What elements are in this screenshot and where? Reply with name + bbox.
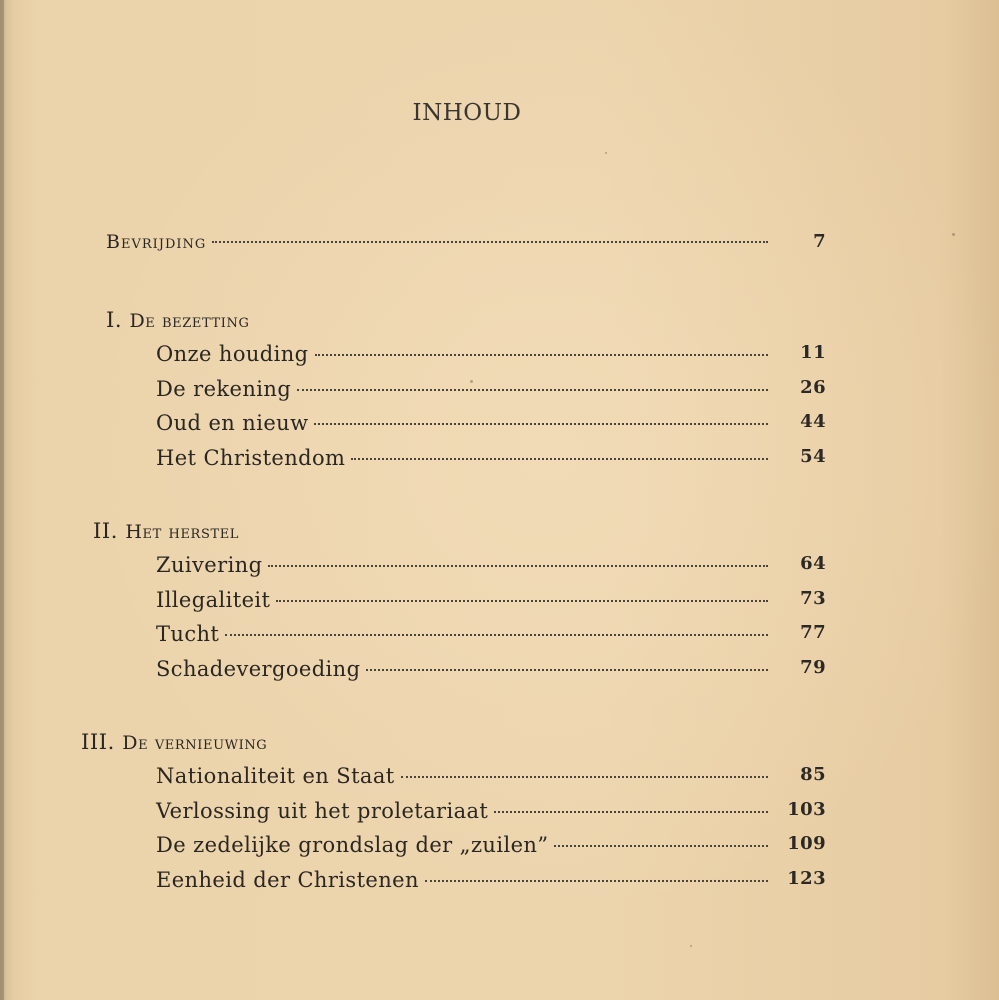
toc-entry-page: 54 <box>800 446 826 467</box>
dot-leader <box>351 458 768 460</box>
toc-entry <box>156 764 826 792</box>
dot-leader <box>225 634 768 636</box>
dot-leader <box>297 389 768 391</box>
page-title: INHOUD <box>412 100 522 126</box>
toc-entry-page: 85 <box>800 764 826 785</box>
section-title: Het herstel <box>125 521 240 543</box>
toc-entry-label: Illegaliteit <box>156 588 271 612</box>
page-spine-edge <box>0 0 4 1000</box>
toc-entry-page: 11 <box>800 342 826 363</box>
toc-entry-label: Schadevergoeding <box>156 657 361 681</box>
toc-entry-label: Verlossing uit het proletariaat <box>156 799 489 823</box>
dot-leader <box>314 423 768 425</box>
toc-entry <box>156 446 826 474</box>
toc-entry-label: Tucht <box>156 622 220 646</box>
paper-speck <box>690 945 692 947</box>
dot-leader <box>425 880 768 882</box>
paper-speck <box>952 233 955 236</box>
section-heading-1 <box>106 308 249 336</box>
toc-entry <box>156 868 826 896</box>
toc-entry-page: 64 <box>800 553 826 574</box>
section-heading-2 <box>93 519 239 547</box>
toc-entry-label: Nationaliteit en Staat <box>156 764 395 788</box>
toc-entry <box>156 411 826 439</box>
toc-entry-label: Onze houding <box>156 342 309 366</box>
section-title: De vernieuwing <box>122 732 268 754</box>
toc-entry-page: 73 <box>800 588 826 609</box>
toc-entry-page: 26 <box>800 377 826 398</box>
dot-leader <box>276 600 768 602</box>
toc-entry-label: Zuivering <box>156 553 263 577</box>
toc-entry <box>156 622 826 650</box>
toc-entry-label: Bevrijding <box>106 231 207 253</box>
section-title: De bezetting <box>129 310 250 332</box>
toc-entry <box>156 342 826 370</box>
dot-leader <box>268 565 768 567</box>
dot-leader <box>366 669 768 671</box>
toc-entry-page: 109 <box>787 833 826 854</box>
toc-entry-label: Het Christendom <box>156 446 346 470</box>
toc-entry-page: 103 <box>787 799 826 820</box>
toc-entry-page: 44 <box>800 411 826 432</box>
toc-entry-label: De rekening <box>156 377 292 401</box>
section-numeral: II. <box>93 519 119 543</box>
paper-speck <box>605 152 607 154</box>
section-heading-3 <box>81 730 267 758</box>
toc-entry <box>156 799 826 827</box>
toc-entry-label: Oud en nieuw <box>156 411 309 435</box>
toc-entry <box>156 657 826 685</box>
toc-entry <box>156 553 826 581</box>
toc-entry-intro <box>106 231 826 259</box>
toc-entry-page: 79 <box>800 657 826 678</box>
dot-leader <box>494 811 768 813</box>
toc-entry-page: 7 <box>813 231 826 252</box>
section-numeral: I. <box>106 308 123 332</box>
toc-entry-page: 123 <box>787 868 826 889</box>
dot-leader <box>315 354 768 356</box>
toc-entry-page: 77 <box>800 622 826 643</box>
toc-entry <box>156 588 826 616</box>
toc-entry <box>156 833 826 861</box>
toc-entry-label: Eenheid der Christenen <box>156 868 419 892</box>
toc-entry-label: De zedelijke grondslag der „zuilen” <box>156 833 549 857</box>
dot-leader <box>212 241 768 243</box>
paper-speck <box>470 380 473 383</box>
section-numeral: III. <box>81 730 115 754</box>
dot-leader <box>401 776 768 778</box>
toc-entry <box>156 377 826 405</box>
dot-leader <box>554 845 768 847</box>
